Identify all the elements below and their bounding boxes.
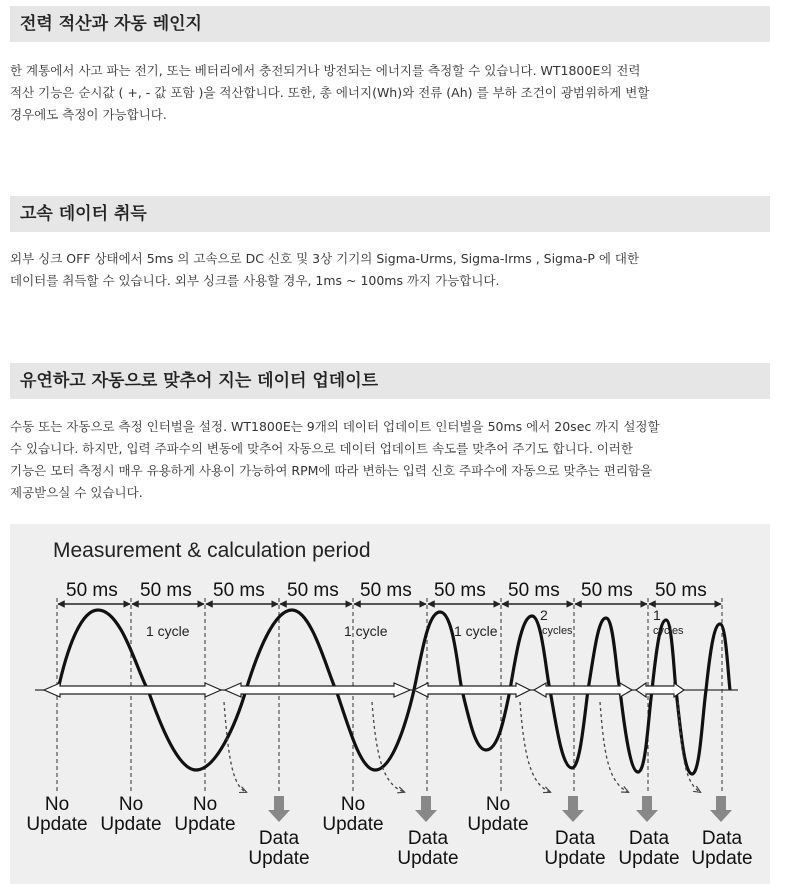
- no-update-label: Update: [322, 814, 384, 835]
- no-update-label: No: [485, 794, 511, 815]
- body-line: 적산 기능은 순시값 ( +, - 값 포함 )을 적산합니다. 또한, 총 에너지(Wh)와 전류 (Ah) 를 부하 조건이 광범위하게 변할: [10, 85, 650, 100]
- interval-label: 50 ms: [287, 580, 339, 601]
- section-body-high-speed: [10, 248, 770, 292]
- cycle-label: 1 cycle: [454, 623, 498, 639]
- cycle-label: cycles: [542, 625, 573, 637]
- section-title: 고속 데이터 취득: [20, 204, 147, 224]
- section-header-power-integration: [10, 6, 770, 42]
- interval-label: 50 ms: [213, 580, 265, 601]
- body-line: 수 있습니다. 하지만, 입력 주파수의 변동에 맞추어 자동으로 데이터 업데이트 속도를 맞추어 주기도 합니다. 이러한: [10, 441, 633, 456]
- body-line: 한 계통에서 사고 파는 전기, 또는 베터리에서 충전되거나 방전되는 에너지를 측정할 수 있습니다. WT1800E의 전력: [10, 63, 641, 78]
- no-update-label: Update: [467, 814, 529, 835]
- interval-labels: [66, 580, 707, 601]
- no-update-label: No: [118, 794, 144, 815]
- no-update-label: No: [192, 794, 218, 815]
- no-update-label: Update: [100, 814, 162, 835]
- no-update-label: Update: [174, 814, 236, 835]
- body-line: 데이터를 취득할 수 있습니다. 외부 싱크를 사용할 경우, 1ms ~ 100ms 까지 가능합니다.: [10, 273, 500, 288]
- section-title: 전력 적산과 자동 레인지: [20, 14, 202, 34]
- body-line: 수동 또는 자동으로 측정 인터벌을 설정. WT1800E는 9개의 데이터 업데이트 인터벌을 50ms 에서 20sec 까지 설정할: [10, 419, 660, 434]
- interval-label: 50 ms: [655, 580, 707, 601]
- data-update-label: Data: [258, 828, 300, 849]
- diagram-svg: [10, 524, 770, 884]
- data-update-label: Data: [554, 828, 596, 849]
- data-update-label: Update: [691, 848, 753, 869]
- data-update-label: Data: [701, 828, 743, 849]
- body-line: 경우에도 측정이 가능합니다.: [10, 107, 167, 122]
- cycle-number: 1: [653, 607, 661, 623]
- cycle-label: 1 cycle: [344, 623, 388, 639]
- body-line: 기능은 모터 측정시 매우 유용하게 사용이 가능하여 RPM에 따라 변하는 입력 신호 주파수에 자동으로 맞추는 편리함을: [10, 463, 653, 478]
- interval-label: 50 ms: [508, 580, 560, 601]
- no-update-label: No: [44, 794, 70, 815]
- section-body-power-integration: [10, 60, 770, 126]
- interval-label: 50 ms: [140, 580, 192, 601]
- cycle-label: 1 cycle: [146, 623, 190, 639]
- data-update-label: Update: [248, 848, 310, 869]
- data-update-label: Update: [544, 848, 606, 869]
- section-header-high-speed: [10, 196, 770, 232]
- interval-label: 50 ms: [360, 580, 412, 601]
- body-line: 제공받으실 수 있습니다.: [10, 485, 143, 500]
- data-update-label: Data: [628, 828, 670, 849]
- interval-label: 50 ms: [434, 580, 486, 601]
- diagram-title: Measurement & calculation period: [53, 539, 371, 562]
- cycle-label: cycles: [653, 625, 684, 637]
- body-line: 외부 싱크 OFF 상태에서 5ms 의 고속으로 DC 신호 및 3상 기기의 Sigma-Urms, Sigma-Irms , Sigma-P 에 대한: [10, 251, 640, 266]
- interval-label: 50 ms: [66, 580, 118, 601]
- data-update-label: Update: [618, 848, 680, 869]
- section-header-data-update: [10, 363, 770, 399]
- no-update-label: No: [340, 794, 366, 815]
- data-update-label: Update: [397, 848, 459, 869]
- interval-label: 50 ms: [581, 580, 633, 601]
- section-body-data-update: [10, 416, 770, 504]
- measurement-period-diagram: [10, 524, 770, 884]
- no-update-label: Update: [26, 814, 88, 835]
- data-update-label: Data: [407, 828, 449, 849]
- cycle-number: 2: [540, 607, 548, 623]
- section-title: 유연하고 자동으로 맞추어 지는 데이터 업데이트: [20, 371, 379, 391]
